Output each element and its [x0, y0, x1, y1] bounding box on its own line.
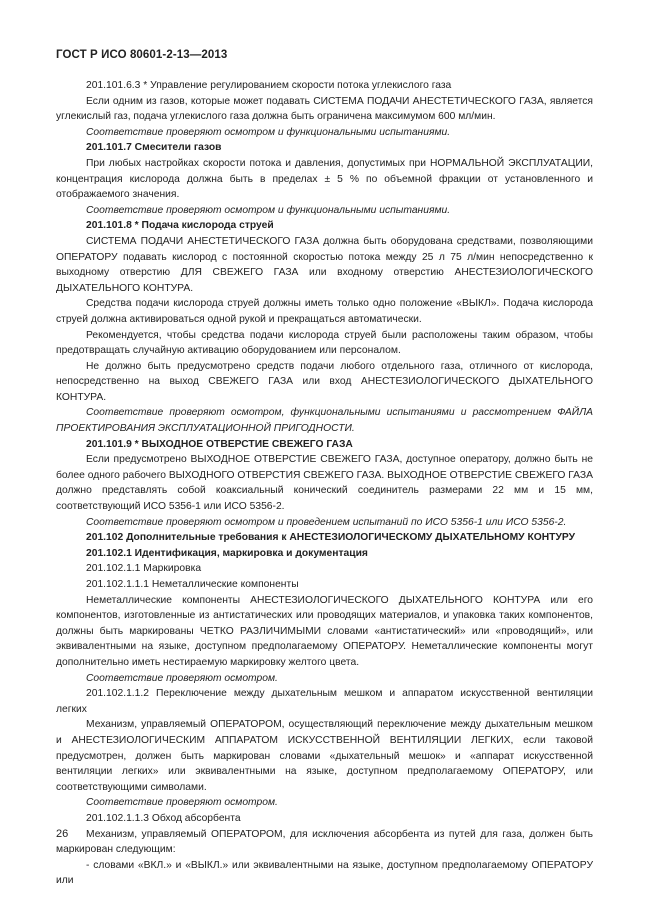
subsection-title: 201.102.1.1 Маркировка [86, 563, 202, 575]
page-number: 26 [56, 828, 69, 840]
paragraph: Механизм, управляемый ОПЕРАТОРОМ, осуществляющий переключение между дыхательным мешком и АНЕСТЕЗИОЛОГИЧЕСКИМ АППАРАТОМ ИСКУССТВЕННОЙ ВЕНТИЛЯЦИИ ЛЕГКИХ, если таковой предусмотрен, должен быть маркирован словами «дыхательный мешок» и «аппарат искусственной вентиляции легких» или эквивалентными на языке, доступном предполагаемому ОПЕРАТОРУ, или соответствующими символами. [56, 719, 593, 793]
compliance-note: Соответствие проверяют осмотром и функциональными испытаниями. [86, 204, 451, 216]
paragraph: Неметаллические компоненты АНЕСТЕЗИОЛОГИЧЕСКОГО ДЫХАТЕЛЬНОГО КОНТУРА или его компонентов, изготовленные из антистатических или проводящих материалов, и упаковка таких компонентов, должны быть маркированы ЧЕТКО РАЗЛИЧИМЫМИ словами «антистатический» или «проводящий», или эквивалентными на языке, доступном предполагаемому ОПЕРАТОРУ. Неметаллические компоненты могут дополнительно иметь нестираемую маркировку желтого цвета. [56, 594, 593, 668]
compliance-note: Соответствие проверяют осмотром и проведением испытаний по ИСО 5356-1 или ИСО 5356-2. [86, 516, 567, 528]
compliance-note: Соответствие проверяют осмотром и функциональными испытаниями. [86, 126, 451, 138]
paragraph: Средства подачи кислорода струей должны иметь только одно положение «ВЫКЛ». Подача кислорода струей должна активироваться одной рукой и прекращаться автоматически. [56, 298, 593, 325]
subsection-title: 201.102.1.1.3 Обход абсорбента [86, 812, 241, 824]
document-header: ГОСТ Р ИСО 80601-2-13—2013 [56, 49, 228, 61]
compliance-note: Соответствие проверяют осмотром. [86, 797, 278, 809]
subsection-title: 201.102.1.1.1 Неметаллические компоненты [86, 579, 299, 590]
section-heading: 201.102 Дополнительные требования к АНЕСТЕЗИОЛОГИЧЕСКОМУ ДЫХАТЕЛЬНОМУ КОНТУРУ [86, 532, 576, 544]
paragraph: Не должно быть предусмотрено средств подачи любого отдельного газа, отличного от кислорода, непосредственно на выход СВЕЖЕГО ГАЗА или вход АНЕСТЕЗИОЛОГИЧЕСКОГО ДЫХАТЕЛЬНОГО КОНТУРА. [56, 360, 593, 403]
list-item: - словами «ВКЛ.» и «ВЫКЛ.» или эквивалентными на языке, доступном предполагаемому ОПЕРАТОРУ или [56, 859, 593, 887]
compliance-note: Соответствие проверяют осмотром. [86, 672, 278, 684]
paragraph: Рекомендуется, чтобы средства подачи кислорода струей были расположены таким образом, чтобы предотвращать случайную активацию оборудованием или персоналом. [56, 329, 593, 357]
section-heading: 201.102.1 Идентификация, маркировка и документация [86, 547, 368, 559]
document-body [56, 78, 593, 889]
paragraph: Если одним из газов, которые может подавать СИСТЕМА ПОДАЧИ АНЕСТЕТИЧЕСКОГО ГАЗА, является углекислый газ, подача углекислого газа должна быть ограничена максимумом 600 мл/мин. [56, 95, 593, 123]
section-heading: 201.101.8 * Подача кислорода струей [86, 220, 274, 232]
paragraph: СИСТЕМА ПОДАЧИ АНЕСТЕТИЧЕСКОГО ГАЗА должна быть оборудована средствами, позволяющими ОПЕРАТОРУ подавать кислород с постоянной скоростью потока между 25 л 75 л/мин непосредственно к выходному отверстию ДЛЯ СВЕЖЕГО ГАЗА или входному отверстию АНЕСТЕЗИОЛОГИЧЕСКОГО ДЫХАТЕЛЬНОГО КОНТУРА. [56, 235, 593, 294]
paragraph: При любых настройках скорости потока и давления, допустимых при НОРМАЛЬНОЙ ЭКСПЛУАТАЦИИ, концентрация кислорода должна быть в пределах ± 5 % по объемной фракции от установленного и отображаемого значения. [56, 157, 593, 201]
subsection-title: 201.102.1.1.2 Переключение между дыхательным мешком и аппаратом искусственной вентиляции легких [56, 688, 593, 715]
paragraph: Механизм, управляемый ОПЕРАТОРОМ, для исключения абсорбента из путей для газа, должен быть маркирован следующим: [56, 828, 593, 856]
section-heading: 201.101.7 Смесители газов [86, 142, 222, 154]
section-heading: 201.101.9 * ВЫХОДНОЕ ОТВЕРСТИЕ СВЕЖЕГО ГАЗА [86, 438, 353, 450]
paragraph: 201.101.6.3 * Управление регулированием скорости потока углекислого газа [86, 80, 452, 91]
compliance-note: Соответствие проверяют осмотром, функциональными испытаниями и рассмотрением ФАЙЛА ПРОЕКТИРОВАНИЯ ЭКСПЛУАТАЦИОННОЙ ПРИГОДНОСТИ. [56, 407, 593, 435]
paragraph: Если предусмотрено ВЫХОДНОЕ ОТВЕРСТИЕ СВЕЖЕГО ГАЗА, доступное оператору, должно быть не более одного рабочего ВЫХОДНОГО ОТВЕРСТИЯ СВЕЖЕГО ГАЗА. ВЫХОДНОЕ ОТВЕРСТИЕ СВЕЖЕГО ГАЗА должно представлять собой коаксиальный конический соединитель размерами 22 мм и 15 мм, соответствующий ИСО 5356-1 или ИСО 5356-2. [56, 454, 594, 513]
